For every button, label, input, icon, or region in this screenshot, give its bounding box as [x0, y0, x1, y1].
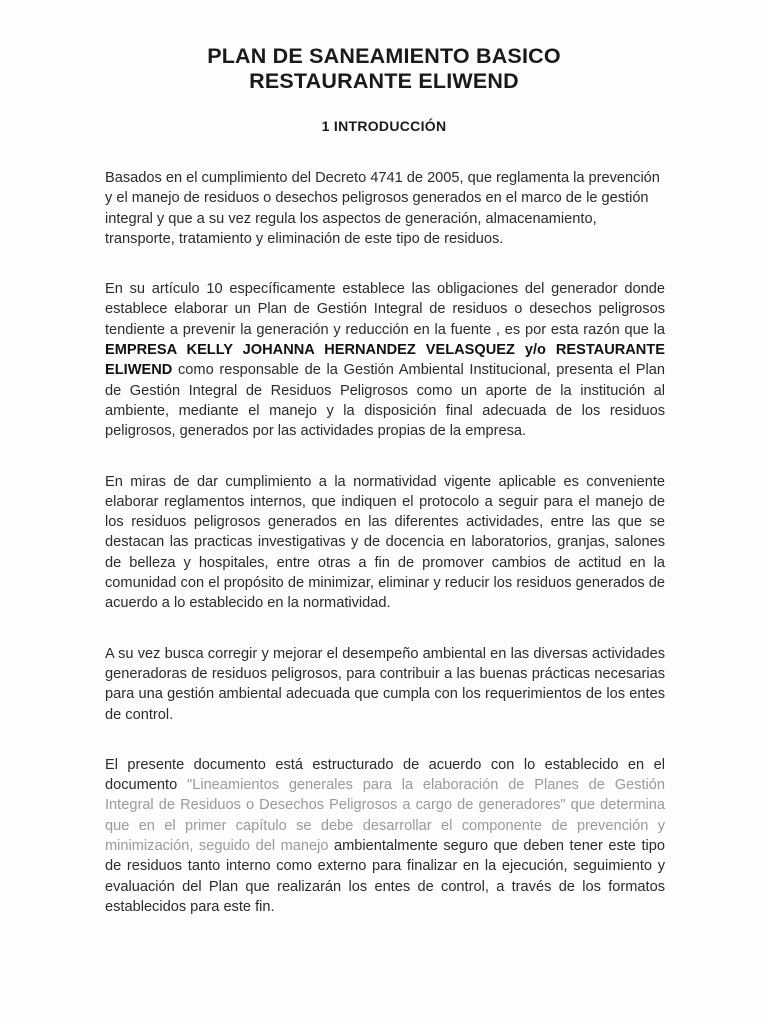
- document-title: [0, 0, 768, 94]
- paragraph-5-text-after: ambientalmente seguro que deben tener este tipo de residuos tanto interno como externo para finalizar en la ejecución, seguimiento y evaluación del Plan que realizarán los entes de control, a través de los formatos establecidos para este fin.: [105, 838, 665, 915]
- document-title-line-2: RESTAURANTE ELIWEND: [249, 69, 519, 93]
- paragraph-2-company-name: EMPRESA KELLY JOHANNA HERNANDEZ VELASQUEZ y/o RESTAURANTE ELIWEND: [105, 342, 665, 379]
- paragraph-1: Basados en el cumplimiento del Decreto 4741 de 2005, que reglamenta la prevención y el manejo de residuos o desechos peligrosos generados en el marco de le gestión integral y que a su vez regula los aspectos de generación, almacenamiento, transporte, tratamiento y eliminación de este tipo de residuos.: [105, 170, 660, 247]
- document-title-line-1: PLAN DE SANEAMIENTO BASICO: [207, 44, 561, 68]
- paragraph-2: [105, 279, 665, 441]
- paragraph-5: [105, 755, 665, 917]
- paragraph-2-text-after: como responsable de la Gestión Ambiental Institucional, presenta el Plan de Gestión Integral de Residuos Peligrosos como un aporte de la institución al ambiente, mediante el manejo y la disposición final adecuada de los residuos peligrosos, generados por las actividades propias de la empresa.: [105, 362, 665, 440]
- document-body: [105, 168, 665, 917]
- paragraph-5-text-before: El presente documento está estructurado de acuerdo con lo establecido en el documento: [105, 756, 665, 794]
- paragraph-3: En miras de dar cumplimiento a la normatividad vigente aplicable es conveniente elaborar reglamentos internos, que indiquen el protocolo a seguir para el manejo de los residuos peligrosos generados en las diferentes actividades, entre las que se destacan las practicas investigativas y de docencia en laboratorios, granjas, salones de belleza y hospitales, entre otras a fin de promover cambios de actitud en la comunidad con el propósito de minimizar, eliminar y reducir los residuos generados de acuerdo a lo establecido en la normatividad.: [105, 473, 665, 612]
- paragraph-4: A su vez busca corregir y mejorar el desempeño ambiental en las diversas actividades generadoras de residuos peligrosos, para contribuir a las buenas prácticas necesarias para una gestión ambiental adecuada que cumpla con los requerimientos de los entes de control.: [105, 645, 665, 723]
- paragraph-5-quoted-guideline-title: "Lineamientos generales para la elaboración de Planes de Gestión Integral de Residuos o Desechos Peligrosos a cargo de generadores" que determina que en el primer capítulo se debe desarrollar el componente de prevención y minimización, seguido del manejo: [105, 777, 665, 855]
- paragraph-2-text-before: En su artículo 10 específicamente establece las obligaciones del generador donde establece elaborar un Plan de Gestión Integral de residuos o desechos peligrosos tendiente a prevenir la generación y reducción en la fuente , es por esta razón que la: [105, 281, 665, 338]
- section-heading-introduccion: 1 INTRODUCCIÓN: [321, 118, 447, 134]
